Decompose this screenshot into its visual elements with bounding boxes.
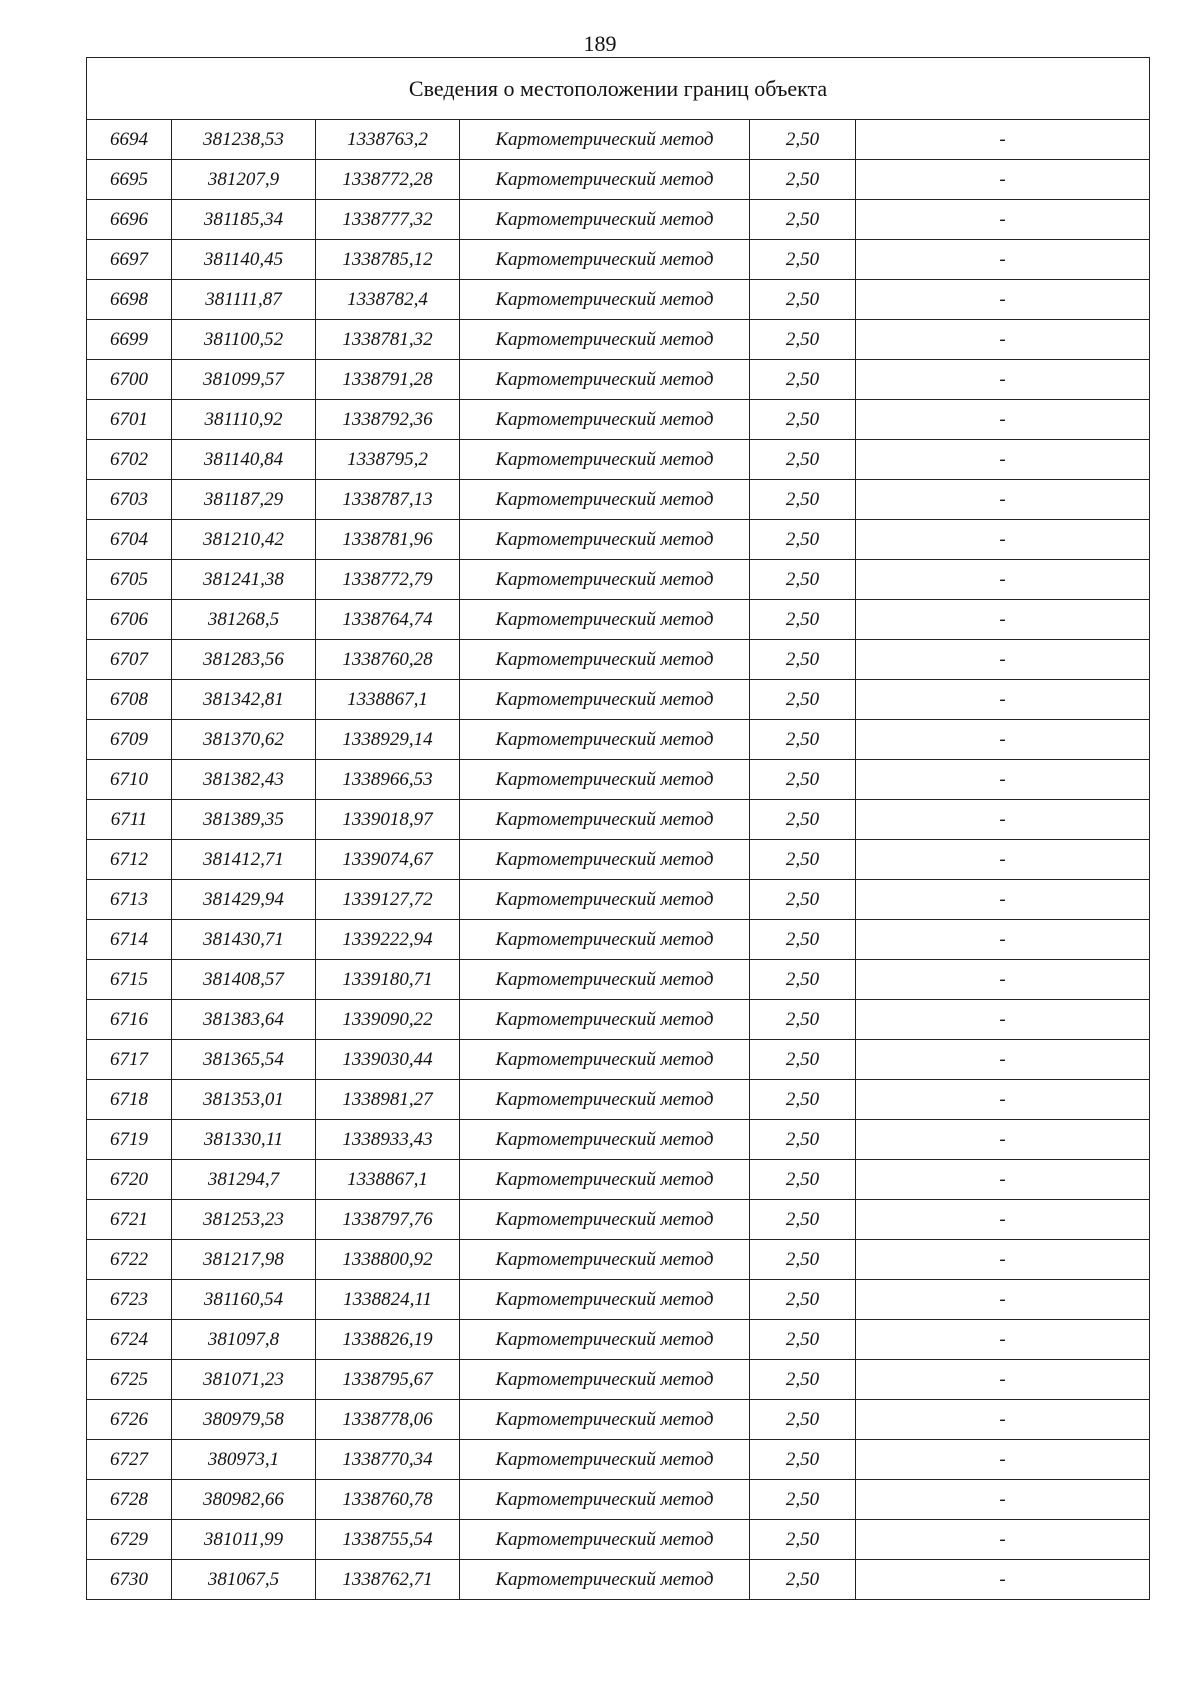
- y-coordinate-cell: 1339018,97: [316, 800, 460, 840]
- method-cell: Картометрический метод: [460, 360, 750, 400]
- description-cell: -: [856, 1000, 1150, 1040]
- x-coordinate-cell: 381294,7: [172, 1160, 316, 1200]
- description-cell: -: [856, 840, 1150, 880]
- x-coordinate-cell: 380973,1: [172, 1440, 316, 1480]
- x-coordinate-cell: 381330,11: [172, 1120, 316, 1160]
- accuracy-cell: 2,50: [750, 280, 856, 320]
- accuracy-cell: 2,50: [750, 400, 856, 440]
- accuracy-cell: 2,50: [750, 840, 856, 880]
- method-cell: Картометрический метод: [460, 800, 750, 840]
- point-number-cell: 6725: [87, 1360, 172, 1400]
- x-coordinate-cell: 381067,5: [172, 1560, 316, 1600]
- description-cell: -: [856, 160, 1150, 200]
- description-cell: -: [856, 1440, 1150, 1480]
- point-number-cell: 6723: [87, 1280, 172, 1320]
- description-cell: -: [856, 280, 1150, 320]
- table-row: [87, 1440, 1150, 1480]
- description-cell: -: [856, 1360, 1150, 1400]
- x-coordinate-cell: 381253,23: [172, 1200, 316, 1240]
- y-coordinate-cell: 1338800,92: [316, 1240, 460, 1280]
- x-coordinate-cell: 381207,9: [172, 160, 316, 200]
- point-number-cell: 6696: [87, 200, 172, 240]
- accuracy-cell: 2,50: [750, 1120, 856, 1160]
- x-coordinate-cell: 381382,43: [172, 760, 316, 800]
- x-coordinate-cell: 381011,99: [172, 1520, 316, 1560]
- method-cell: Картометрический метод: [460, 1000, 750, 1040]
- point-number-cell: 6718: [87, 1080, 172, 1120]
- x-coordinate-cell: 381342,81: [172, 680, 316, 720]
- point-number-cell: 6724: [87, 1320, 172, 1360]
- point-number-cell: 6716: [87, 1000, 172, 1040]
- page-number: 189: [583, 31, 617, 56]
- accuracy-cell: 2,50: [750, 240, 856, 280]
- accuracy-cell: 2,50: [750, 120, 856, 160]
- accuracy-cell: 2,50: [750, 1440, 856, 1480]
- table-row: [87, 520, 1150, 560]
- point-number-cell: 6706: [87, 600, 172, 640]
- table-row: [87, 280, 1150, 320]
- table-row: [87, 120, 1150, 160]
- x-coordinate-cell: 381185,34: [172, 200, 316, 240]
- table-row: [87, 880, 1150, 920]
- table-row: [87, 360, 1150, 400]
- method-cell: Картометрический метод: [460, 680, 750, 720]
- x-coordinate-cell: 381283,56: [172, 640, 316, 680]
- y-coordinate-cell: 1338760,28: [316, 640, 460, 680]
- description-cell: -: [856, 1520, 1150, 1560]
- table-row: [87, 440, 1150, 480]
- accuracy-cell: 2,50: [750, 360, 856, 400]
- description-cell: -: [856, 680, 1150, 720]
- x-coordinate-cell: 381365,54: [172, 1040, 316, 1080]
- method-cell: Картометрический метод: [460, 520, 750, 560]
- point-number-cell: 6720: [87, 1160, 172, 1200]
- accuracy-cell: 2,50: [750, 160, 856, 200]
- y-coordinate-cell: 1339180,71: [316, 960, 460, 1000]
- table-row: [87, 1560, 1150, 1600]
- accuracy-cell: 2,50: [750, 600, 856, 640]
- x-coordinate-cell: 381353,01: [172, 1080, 316, 1120]
- x-coordinate-cell: 381241,38: [172, 560, 316, 600]
- point-number-cell: 6710: [87, 760, 172, 800]
- description-cell: -: [856, 1200, 1150, 1240]
- description-cell: -: [856, 1040, 1150, 1080]
- accuracy-cell: 2,50: [750, 1200, 856, 1240]
- accuracy-cell: 2,50: [750, 800, 856, 840]
- table-row: [87, 960, 1150, 1000]
- y-coordinate-cell: 1338770,34: [316, 1440, 460, 1480]
- y-coordinate-cell: 1338929,14: [316, 720, 460, 760]
- description-cell: -: [856, 1080, 1150, 1120]
- table-row: [87, 600, 1150, 640]
- method-cell: Картометрический метод: [460, 200, 750, 240]
- accuracy-cell: 2,50: [750, 960, 856, 1000]
- x-coordinate-cell: 381140,45: [172, 240, 316, 280]
- table-row: [87, 1400, 1150, 1440]
- table-row: [87, 680, 1150, 720]
- accuracy-cell: 2,50: [750, 880, 856, 920]
- boundary-coordinates-table: [86, 57, 1150, 1600]
- description-cell: -: [856, 400, 1150, 440]
- point-number-cell: 6697: [87, 240, 172, 280]
- point-number-cell: 6705: [87, 560, 172, 600]
- x-coordinate-cell: 381408,57: [172, 960, 316, 1000]
- x-coordinate-cell: 381071,23: [172, 1360, 316, 1400]
- point-number-cell: 6719: [87, 1120, 172, 1160]
- accuracy-cell: 2,50: [750, 1080, 856, 1120]
- accuracy-cell: 2,50: [750, 640, 856, 680]
- method-cell: Картометрический метод: [460, 1160, 750, 1200]
- point-number-cell: 6728: [87, 1480, 172, 1520]
- method-cell: Картометрический метод: [460, 320, 750, 360]
- description-cell: -: [856, 600, 1150, 640]
- table-row: [87, 840, 1150, 880]
- point-number-cell: 6726: [87, 1400, 172, 1440]
- point-number-cell: 6730: [87, 1560, 172, 1600]
- method-cell: Картометрический метод: [460, 600, 750, 640]
- point-number-cell: 6729: [87, 1520, 172, 1560]
- y-coordinate-cell: 1339222,94: [316, 920, 460, 960]
- accuracy-cell: 2,50: [750, 480, 856, 520]
- table-row: [87, 160, 1150, 200]
- method-cell: Картометрический метод: [460, 440, 750, 480]
- y-coordinate-cell: 1338782,4: [316, 280, 460, 320]
- table-row: [87, 920, 1150, 960]
- accuracy-cell: 2,50: [750, 1320, 856, 1360]
- point-number-cell: 6711: [87, 800, 172, 840]
- y-coordinate-cell: 1339030,44: [316, 1040, 460, 1080]
- x-coordinate-cell: 381383,64: [172, 1000, 316, 1040]
- method-cell: Картометрический метод: [460, 120, 750, 160]
- method-cell: Картометрический метод: [460, 480, 750, 520]
- x-coordinate-cell: 381429,94: [172, 880, 316, 920]
- description-cell: -: [856, 1160, 1150, 1200]
- method-cell: Картометрический метод: [460, 160, 750, 200]
- accuracy-cell: 2,50: [750, 1240, 856, 1280]
- method-cell: Картометрический метод: [460, 1320, 750, 1360]
- point-number-cell: 6714: [87, 920, 172, 960]
- method-cell: Картометрический метод: [460, 840, 750, 880]
- accuracy-cell: 2,50: [750, 440, 856, 480]
- accuracy-cell: 2,50: [750, 1040, 856, 1080]
- method-cell: Картометрический метод: [460, 1240, 750, 1280]
- method-cell: Картометрический метод: [460, 1120, 750, 1160]
- method-cell: Картометрический метод: [460, 1560, 750, 1600]
- point-number-cell: 6694: [87, 120, 172, 160]
- x-coordinate-cell: 381097,8: [172, 1320, 316, 1360]
- x-coordinate-cell: 381140,84: [172, 440, 316, 480]
- table-row: [87, 320, 1150, 360]
- description-cell: -: [856, 1240, 1150, 1280]
- accuracy-cell: 2,50: [750, 1480, 856, 1520]
- accuracy-cell: 2,50: [750, 1560, 856, 1600]
- table-row: [87, 1360, 1150, 1400]
- description-cell: -: [856, 1560, 1150, 1600]
- table-body: [87, 120, 1150, 1600]
- x-coordinate-cell: 381187,29: [172, 480, 316, 520]
- point-number-cell: 6704: [87, 520, 172, 560]
- accuracy-cell: 2,50: [750, 720, 856, 760]
- description-cell: -: [856, 1480, 1150, 1520]
- table-row: [87, 1120, 1150, 1160]
- accuracy-cell: 2,50: [750, 1280, 856, 1320]
- accuracy-cell: 2,50: [750, 680, 856, 720]
- description-cell: -: [856, 1400, 1150, 1440]
- description-cell: -: [856, 1280, 1150, 1320]
- y-coordinate-cell: 1338966,53: [316, 760, 460, 800]
- method-cell: Картометрический метод: [460, 760, 750, 800]
- table-row: [87, 400, 1150, 440]
- y-coordinate-cell: 1338867,1: [316, 1160, 460, 1200]
- description-cell: -: [856, 640, 1150, 680]
- accuracy-cell: 2,50: [750, 920, 856, 960]
- description-cell: -: [856, 520, 1150, 560]
- y-coordinate-cell: 1338797,76: [316, 1200, 460, 1240]
- table-row: [87, 1240, 1150, 1280]
- description-cell: -: [856, 560, 1150, 600]
- method-cell: Картометрический метод: [460, 1480, 750, 1520]
- method-cell: Картометрический метод: [460, 280, 750, 320]
- x-coordinate-cell: 380982,66: [172, 1480, 316, 1520]
- description-cell: -: [856, 960, 1150, 1000]
- method-cell: Картометрический метод: [460, 960, 750, 1000]
- accuracy-cell: 2,50: [750, 200, 856, 240]
- x-coordinate-cell: 380979,58: [172, 1400, 316, 1440]
- accuracy-cell: 2,50: [750, 1520, 856, 1560]
- x-coordinate-cell: 381111,87: [172, 280, 316, 320]
- y-coordinate-cell: 1339090,22: [316, 1000, 460, 1040]
- y-coordinate-cell: 1338981,27: [316, 1080, 460, 1120]
- accuracy-cell: 2,50: [750, 1000, 856, 1040]
- table-row: [87, 1480, 1150, 1520]
- table-title-row: [87, 58, 1150, 120]
- y-coordinate-cell: 1339074,67: [316, 840, 460, 880]
- table-row: [87, 1040, 1150, 1080]
- table-row: [87, 800, 1150, 840]
- method-cell: Картометрический метод: [460, 1080, 750, 1120]
- y-coordinate-cell: 1338791,28: [316, 360, 460, 400]
- y-coordinate-cell: 1338781,32: [316, 320, 460, 360]
- y-coordinate-cell: 1339127,72: [316, 880, 460, 920]
- method-cell: Картометрический метод: [460, 1400, 750, 1440]
- x-coordinate-cell: 381430,71: [172, 920, 316, 960]
- table-row: [87, 720, 1150, 760]
- description-cell: -: [856, 440, 1150, 480]
- y-coordinate-cell: 1338933,43: [316, 1120, 460, 1160]
- point-number-cell: 6700: [87, 360, 172, 400]
- method-cell: Картометрический метод: [460, 240, 750, 280]
- y-coordinate-cell: 1338755,54: [316, 1520, 460, 1560]
- method-cell: Картометрический метод: [460, 560, 750, 600]
- x-coordinate-cell: 381099,57: [172, 360, 316, 400]
- method-cell: Картометрический метод: [460, 640, 750, 680]
- y-coordinate-cell: 1338826,19: [316, 1320, 460, 1360]
- method-cell: Картометрический метод: [460, 1520, 750, 1560]
- table-row: [87, 1320, 1150, 1360]
- table-row: [87, 1200, 1150, 1240]
- point-number-cell: 6717: [87, 1040, 172, 1080]
- method-cell: Картометрический метод: [460, 1280, 750, 1320]
- method-cell: Картометрический метод: [460, 720, 750, 760]
- y-coordinate-cell: 1338777,32: [316, 200, 460, 240]
- x-coordinate-cell: 381238,53: [172, 120, 316, 160]
- table-row: [87, 760, 1150, 800]
- method-cell: Картометрический метод: [460, 400, 750, 440]
- y-coordinate-cell: 1338795,67: [316, 1360, 460, 1400]
- method-cell: Картометрический метод: [460, 1360, 750, 1400]
- table-row: [87, 1160, 1150, 1200]
- table-row: [87, 480, 1150, 520]
- point-number-cell: 6695: [87, 160, 172, 200]
- point-number-cell: 6713: [87, 880, 172, 920]
- table-row: [87, 560, 1150, 600]
- description-cell: -: [856, 240, 1150, 280]
- y-coordinate-cell: 1338772,28: [316, 160, 460, 200]
- y-coordinate-cell: 1338785,12: [316, 240, 460, 280]
- table-title: Сведения о местоположении границ объекта: [87, 58, 1150, 120]
- y-coordinate-cell: 1338867,1: [316, 680, 460, 720]
- point-number-cell: 6703: [87, 480, 172, 520]
- x-coordinate-cell: 381389,35: [172, 800, 316, 840]
- x-coordinate-cell: 381110,92: [172, 400, 316, 440]
- description-cell: -: [856, 120, 1150, 160]
- x-coordinate-cell: 381160,54: [172, 1280, 316, 1320]
- description-cell: -: [856, 1320, 1150, 1360]
- point-number-cell: 6701: [87, 400, 172, 440]
- point-number-cell: 6727: [87, 1440, 172, 1480]
- point-number-cell: 6707: [87, 640, 172, 680]
- method-cell: Картометрический метод: [460, 1440, 750, 1480]
- x-coordinate-cell: 381370,62: [172, 720, 316, 760]
- description-cell: -: [856, 920, 1150, 960]
- y-coordinate-cell: 1338772,79: [316, 560, 460, 600]
- y-coordinate-cell: 1338763,2: [316, 120, 460, 160]
- y-coordinate-cell: 1338764,74: [316, 600, 460, 640]
- description-cell: -: [856, 1120, 1150, 1160]
- accuracy-cell: 2,50: [750, 1360, 856, 1400]
- point-number-cell: 6698: [87, 280, 172, 320]
- x-coordinate-cell: 381100,52: [172, 320, 316, 360]
- accuracy-cell: 2,50: [750, 560, 856, 600]
- table-row: [87, 1000, 1150, 1040]
- method-cell: Картометрический метод: [460, 920, 750, 960]
- y-coordinate-cell: 1338781,96: [316, 520, 460, 560]
- table-row: [87, 1280, 1150, 1320]
- point-number-cell: 6709: [87, 720, 172, 760]
- description-cell: -: [856, 760, 1150, 800]
- x-coordinate-cell: 381210,42: [172, 520, 316, 560]
- method-cell: Картометрический метод: [460, 880, 750, 920]
- y-coordinate-cell: 1338762,71: [316, 1560, 460, 1600]
- point-number-cell: 6699: [87, 320, 172, 360]
- description-cell: -: [856, 720, 1150, 760]
- point-number-cell: 6712: [87, 840, 172, 880]
- description-cell: -: [856, 200, 1150, 240]
- table-row: [87, 240, 1150, 280]
- y-coordinate-cell: 1338824,11: [316, 1280, 460, 1320]
- description-cell: -: [856, 320, 1150, 360]
- description-cell: -: [856, 480, 1150, 520]
- y-coordinate-cell: 1338760,78: [316, 1480, 460, 1520]
- table-row: [87, 1080, 1150, 1120]
- x-coordinate-cell: 381217,98: [172, 1240, 316, 1280]
- point-number-cell: 6715: [87, 960, 172, 1000]
- x-coordinate-cell: 381412,71: [172, 840, 316, 880]
- y-coordinate-cell: 1338792,36: [316, 400, 460, 440]
- y-coordinate-cell: 1338778,06: [316, 1400, 460, 1440]
- accuracy-cell: 2,50: [750, 1160, 856, 1200]
- point-number-cell: 6721: [87, 1200, 172, 1240]
- x-coordinate-cell: 381268,5: [172, 600, 316, 640]
- accuracy-cell: 2,50: [750, 760, 856, 800]
- method-cell: Картометрический метод: [460, 1200, 750, 1240]
- accuracy-cell: 2,50: [750, 320, 856, 360]
- accuracy-cell: 2,50: [750, 1400, 856, 1440]
- table-row: [87, 640, 1150, 680]
- accuracy-cell: 2,50: [750, 520, 856, 560]
- method-cell: Картометрический метод: [460, 1040, 750, 1080]
- table-row: [87, 200, 1150, 240]
- y-coordinate-cell: 1338795,2: [316, 440, 460, 480]
- description-cell: -: [856, 880, 1150, 920]
- point-number-cell: 6702: [87, 440, 172, 480]
- table-row: [87, 1520, 1150, 1560]
- point-number-cell: 6722: [87, 1240, 172, 1280]
- description-cell: -: [856, 800, 1150, 840]
- description-cell: -: [856, 360, 1150, 400]
- point-number-cell: 6708: [87, 680, 172, 720]
- y-coordinate-cell: 1338787,13: [316, 480, 460, 520]
